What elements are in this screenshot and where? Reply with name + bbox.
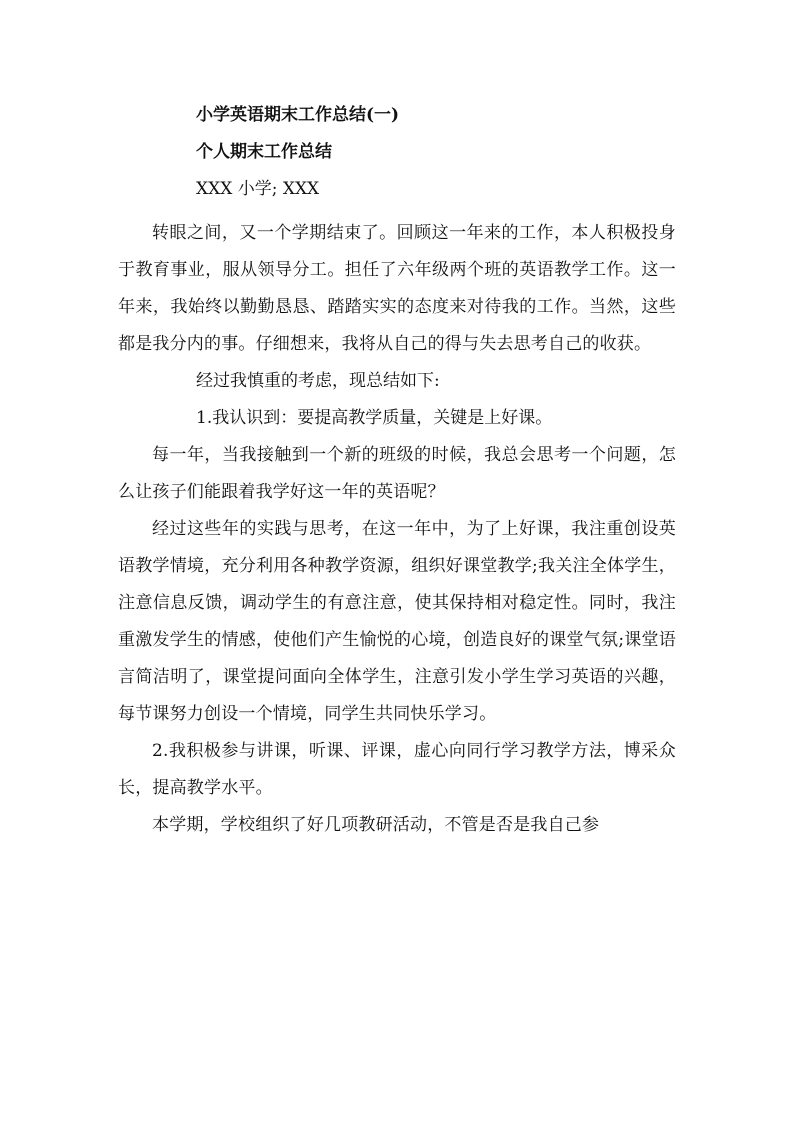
document-title: 小学英语期末工作总结(一) xyxy=(196,105,400,125)
paragraph-2: 经过我慎重的考虑，现总结如下: xyxy=(196,371,440,391)
document-subtitle: 个人期末工作总结 xyxy=(196,142,332,162)
paragraph-3: 1.我认识到：要提高教学质量，关键是上好课。 xyxy=(196,408,553,428)
paragraph-7: 本学期，学校组织了好几项教研活动，不管是否是我自己参 xyxy=(152,815,600,835)
document-body xyxy=(118,104,676,844)
paragraph-6: 2.我积极参与讲课，听课、评课，虚心向同行学习教学方法，博采众长，提高教学水平。 xyxy=(118,741,676,798)
paragraph-1: 转眼之间，又一个学期结束了。回顾这一年来的工作，本人积极投身于教育事业，服从领导分工。担任了六年级两个班的英语教学工作。这一年来，我始终以勤勤恳恳、踏踏实实的态度来对待我的工作。当然，这些都是我分内的事。仔细想来，我将从自己的得与失去思考自己的收获。 xyxy=(118,223,676,354)
document-author: XXX 小学; XXX xyxy=(196,179,320,199)
paragraph-5: 经过这些年的实践与思考，在这一年中，为了上好课，我注重创设英语教学情境，充分利用各种教学资源，组织好课堂教学;我关注全体学生，注意信息反馈，调动学生的有意注意，使其保持相对稳定性。同时，我注重激发学生的情感，使他们产生愉悦的心境，创造良好的课堂气氛;课堂语言简洁明了，课堂提问面向全体学生，注意引发小学生学习英语的兴趣，每节课努力创设一个情境，同学生共同快乐学习。 xyxy=(118,519,676,724)
paragraph-4: 每一年，当我接触到一个新的班级的时候，我总会思考一个问题，怎么让孩子们能跟着我学好这一年的英语呢？ xyxy=(118,445,676,502)
